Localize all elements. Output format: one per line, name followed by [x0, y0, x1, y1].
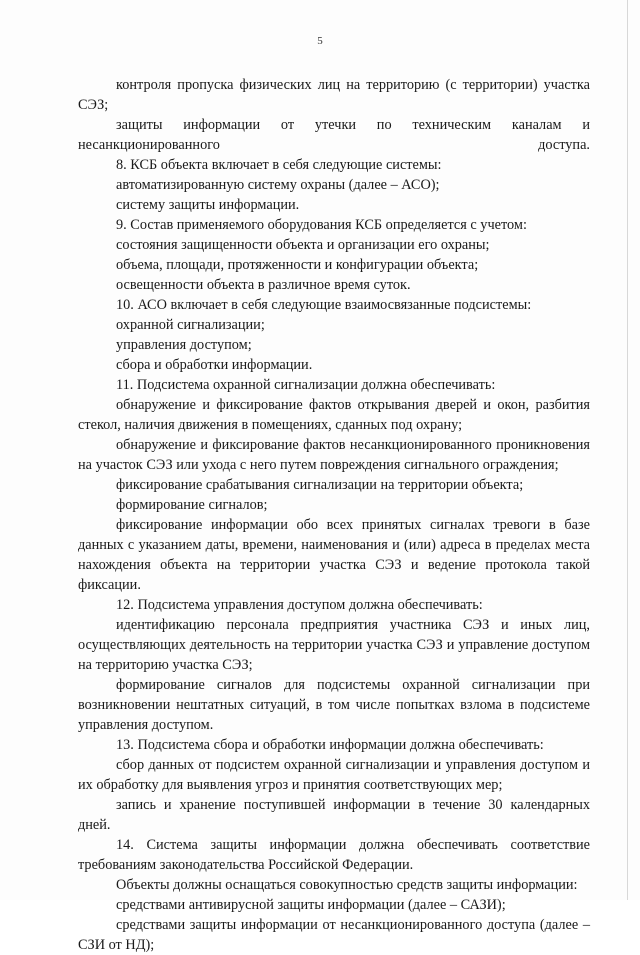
paragraph: систему защиты информации.	[116, 197, 300, 213]
paragraph: формирование сигналов;	[116, 497, 268, 513]
paragraph: средствами антивирусной защиты информации (далее – САЗИ);	[116, 897, 506, 913]
paragraph: состояния защищенности объекта и организации его охраны;	[116, 237, 490, 253]
paragraph: идентификацию персонала предприятия участника СЭЗ и иных лиц, осуществляющих деятельность на территории участка СЭЗ и управление доступом на территорию участка СЭЗ;	[78, 617, 590, 673]
paragraph: обнаружение и фиксирование фактов несанкционированного проникновения на участок СЭЗ или ухода с него путем повреждения сигнального ограждения;	[78, 437, 590, 473]
paragraph: управления доступом;	[116, 337, 252, 353]
paragraph: формирование сигналов для подсистемы охранной сигнализации при возникновении нештатных ситуаций, в том числе попытках взлома в подсистеме управления доступом.	[78, 677, 590, 733]
paragraph: сбора и обработки информации.	[116, 357, 313, 373]
paragraph: контроля пропуска физических лиц на территорию (с территории) участка СЭЗ;	[78, 77, 590, 113]
paragraph: Объекты должны оснащаться совокупностью средств защиты информации:	[116, 877, 578, 893]
paragraph: автоматизированную систему охраны (далее – АСО);	[116, 177, 440, 193]
paragraph: объема, площади, протяженности и конфигурации объекта;	[116, 257, 479, 273]
scan-edge-divider	[627, 0, 628, 900]
paragraph: средствами защиты информации от несанкционированного доступа (далее – СЗИ от НД);	[78, 917, 590, 953]
document-body	[78, 75, 590, 955]
section-heading-12: 12. Подсистема управления доступом должна обеспечивать:	[116, 597, 483, 613]
section-heading-14: 14. Система защиты информации должна обеспечивать соответствие требованиям законодательства Российской Федерации.	[78, 837, 590, 873]
section-heading-11: 11. Подсистема охранной сигнализации должна обеспечивать:	[116, 377, 496, 393]
section-heading-10: 10. АСО включает в себя следующие взаимосвязанные подсистемы:	[116, 297, 532, 313]
paragraph: защиты информации от утечки по техническим каналам и несанкционированного доступа.	[78, 117, 590, 153]
paragraph: освещенности объекта в различное время суток.	[116, 277, 411, 293]
paragraph: сбор данных от подсистем охранной сигнализации и управления доступом и их обработку для выявления угроз и принятия соответствующих мер;	[78, 757, 590, 793]
paragraph: обнаружение и фиксирование фактов открывания дверей и окон, разбития стекол, наличия движения в помещениях, сданных под охрану;	[78, 397, 590, 433]
paragraph: фиксирование информации обо всех принятых сигналах тревоги в базе данных с указанием даты, времени, наименования и (или) адреса в пределах места нахождения объекта на территории участка СЭЗ и ведение протокола такой фиксации.	[78, 517, 590, 593]
section-heading-13: 13. Подсистема сбора и обработки информации должна обеспечивать:	[116, 737, 544, 753]
paragraph: фиксирование срабатывания сигнализации на территории объекта;	[116, 477, 524, 493]
section-heading-9: 9. Состав применяемого оборудования КСБ определяется с учетом:	[116, 217, 527, 233]
paragraph: охранной сигнализации;	[116, 317, 265, 333]
paragraph: запись и хранение поступившей информации в течение 30 календарных дней.	[78, 797, 590, 833]
section-heading-8: 8. КСБ объекта включает в себя следующие системы:	[116, 157, 442, 173]
page-number: 5	[317, 35, 323, 47]
